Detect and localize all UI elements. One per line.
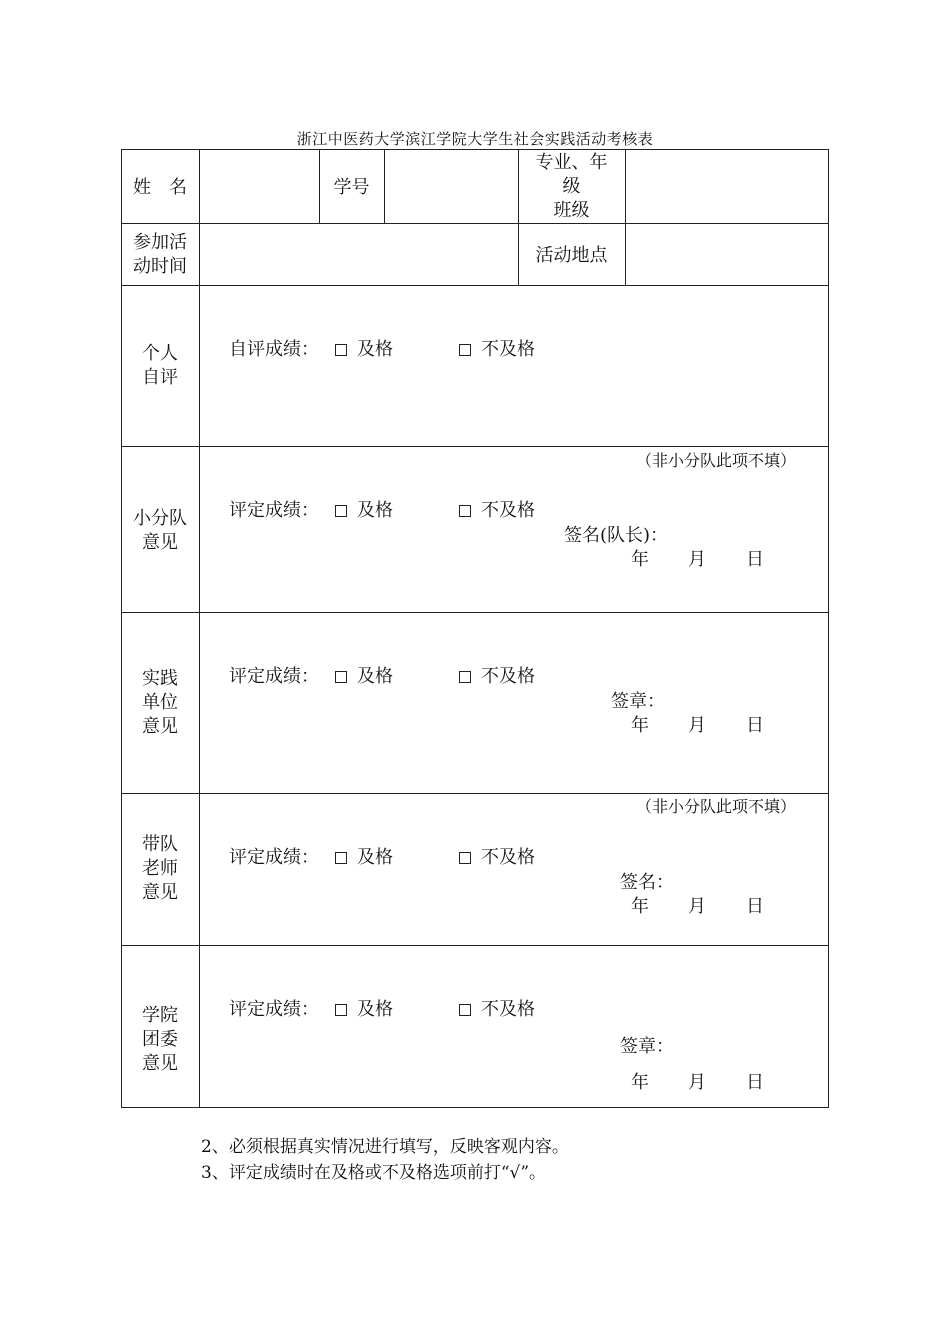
teacher-label: 带队 老师 意见 [142, 834, 178, 903]
teacher-pass-option[interactable]: 及格 [335, 846, 393, 870]
checkbox-icon[interactable] [335, 671, 347, 683]
self-fail-option[interactable]: 不及格 [459, 338, 535, 362]
table-border-left [121, 149, 122, 1108]
name-field[interactable] [200, 154, 318, 218]
student-id-label: 学号 [333, 177, 370, 198]
team-score-label: 评定成绩： [229, 500, 319, 521]
table-border-top [121, 149, 829, 150]
checkbox-icon[interactable] [335, 505, 347, 517]
teacher-note: （非小分队此项不填） [636, 797, 797, 816]
checkbox-icon[interactable] [335, 344, 347, 356]
checkbox-icon[interactable] [459, 344, 471, 356]
time-field[interactable] [200, 227, 517, 281]
teacher-date-day: 日 [746, 896, 764, 917]
team-fail-option[interactable]: 不及格 [459, 499, 535, 523]
row-divider [121, 285, 829, 286]
college-pass-option[interactable]: 及格 [335, 998, 393, 1022]
teacher-date-month: 月 [688, 896, 706, 917]
checkbox-icon[interactable] [459, 505, 471, 517]
team-date-month: 月 [688, 549, 706, 570]
teacher-score-label: 评定成绩： [229, 847, 319, 868]
note-item: 2、必须根据真实情况进行填写，反映客观内容。 [201, 1137, 569, 1157]
unit-pass-option[interactable]: 及格 [335, 665, 393, 689]
row-divider [121, 446, 829, 447]
row-divider [121, 612, 829, 613]
major-label: 专业、年 级 班级 [535, 152, 608, 221]
self-score-label: 自评成绩： [229, 339, 319, 360]
student-id-field[interactable] [385, 154, 517, 218]
label-column-divider [199, 149, 200, 1108]
unit-fail-option[interactable]: 不及格 [459, 665, 535, 689]
table-border-right [828, 149, 829, 1108]
college-fail-option[interactable]: 不及格 [459, 998, 535, 1022]
team-note: （非小分队此项不填） [636, 451, 797, 470]
unit-seal-label: 签章： [611, 691, 665, 712]
self-pass-option[interactable]: 及格 [335, 338, 393, 362]
note-item: 3、评定成绩时在及格或不及格选项前打“√”。 [201, 1163, 547, 1183]
team-pass-option[interactable]: 及格 [335, 499, 393, 523]
checkbox-icon[interactable] [335, 852, 347, 864]
row-divider [121, 223, 829, 224]
self-eval-label: 个人 自评 [142, 343, 178, 388]
name-label: 姓 名 [133, 177, 187, 198]
row-divider [121, 793, 829, 794]
college-label: 学院 团委 意见 [142, 1005, 178, 1074]
unit-date-day: 日 [746, 715, 764, 736]
college-score-label: 评定成绩： [229, 999, 319, 1020]
checkbox-icon[interactable] [459, 671, 471, 683]
team-signature-label: 签名(队长)： [564, 525, 669, 546]
document-title: 浙江中医药大学滨江学院大学生社会实践活动考核表 [296, 130, 654, 148]
checkbox-icon[interactable] [335, 1004, 347, 1016]
unit-score-label: 评定成绩： [229, 666, 319, 687]
team-label: 小分队 意见 [133, 508, 187, 553]
unit-label: 实践 单位 意见 [142, 668, 178, 737]
place-label: 活动地点 [535, 245, 608, 266]
team-date-year: 年 [631, 549, 649, 570]
table-border-bottom [121, 1107, 829, 1108]
team-date-day: 日 [746, 549, 764, 570]
college-date-year: 年 [631, 1072, 649, 1093]
college-date-month: 月 [688, 1072, 706, 1093]
checkbox-icon[interactable] [459, 1004, 471, 1016]
teacher-date-year: 年 [631, 896, 649, 917]
teacher-signature-label: 签名： [620, 872, 674, 893]
unit-date-year: 年 [631, 715, 649, 736]
college-date-day: 日 [746, 1072, 764, 1093]
checkbox-icon[interactable] [459, 852, 471, 864]
unit-date-month: 月 [688, 715, 706, 736]
place-field[interactable] [626, 227, 826, 281]
time-label: 参加活 动时间 [133, 232, 187, 277]
major-field[interactable] [626, 154, 826, 218]
teacher-fail-option[interactable]: 不及格 [459, 846, 535, 870]
college-seal-label: 签章： [620, 1036, 674, 1057]
assessment-form [121, 149, 829, 1109]
row-divider [121, 945, 829, 946]
